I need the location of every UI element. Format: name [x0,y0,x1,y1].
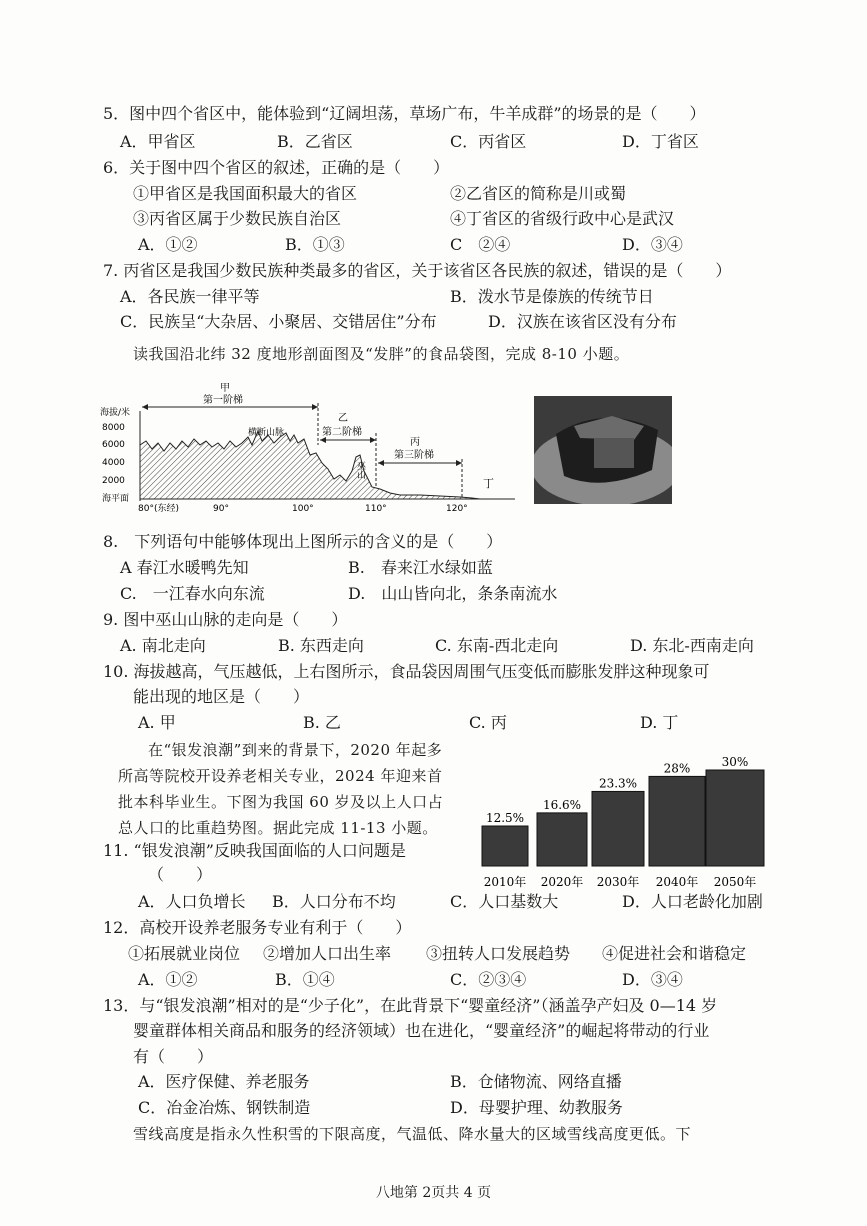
profile-ytick-sea: 海平面 [102,494,130,504]
q11-stem-2: （ ） [148,865,213,884]
q10-option-d[interactable]: D. 丁 [640,713,679,732]
q9-stem: 9. 图中巫山山脉的走向是（ ） [103,610,348,629]
q12-statement-2: ②增加人口出生率 [263,944,392,963]
q11-option-d[interactable]: D．人口老龄化加剧 [622,892,763,911]
q6-statement-1: ①甲省区是我国面积最大的省区 [133,184,358,203]
q6-option-c[interactable]: C ②④ [450,235,511,254]
region-ding: 丁 [483,477,494,490]
q12-statement-4: ④促进社会和谐稳定 [602,944,747,963]
terrain-profile-figure [100,383,525,513]
step-2-label: 第二阶梯 [322,427,362,438]
q9-option-d[interactable]: D. 东北-西南走向 [630,636,754,655]
q9-option-a[interactable]: A. 南北走向 [120,636,206,655]
q11-option-a[interactable]: A．人口负增长 [138,892,246,911]
q7-option-c[interactable]: C．民族呈“大杂居、小聚居、交错居住”分布 [120,312,437,331]
q11-stem: 11. “银发浪潮”反映我国面临的人口问题是 [103,841,406,860]
mountain-hengduan: 横断山脉 [248,428,285,438]
q6-statement-4: ④丁省区的省级行政中心是武汉 [450,209,675,228]
aging-value-label-3: 28% [663,761,691,776]
region-jia: 甲 [220,383,230,394]
q10-option-b[interactable]: B. 乙 [303,713,341,732]
xtick-90: 90° [213,504,229,513]
q10-stem-1: 10. 海拔越高，气压越低，上右图所示，食品袋因周围气压变低而膨胀发胖这种现象可 [103,662,710,681]
q10-option-c[interactable]: C. 丙 [469,713,507,732]
mountain-wushan: 巫山 [355,461,365,479]
aging-value-label-4: 30% [721,755,749,769]
q13-stem-3: 有（ ） [133,1047,214,1066]
aging-category-label-1: 2020年 [540,875,584,889]
q5-option-b[interactable]: B．乙省区 [277,132,353,151]
aging-bar-1 [537,813,587,866]
profile-ytick-2000: 2000 [102,476,125,486]
profile-ytick-4000: 4000 [102,458,125,468]
q6-stem: 6．关于图中四个省区的叙述，正确的是（ ） [103,158,450,177]
page-footer: 八地第 2页共 4 页 [375,1185,492,1201]
q9-option-c[interactable]: C. 东南-西北走向 [435,636,559,655]
q7-option-a[interactable]: A．各民族一律平等 [120,287,260,306]
q12-option-c[interactable]: C．②③④ [450,970,527,989]
intro-11-13-line-3: 批本科毕业生。下图为我国 60 岁及以上人口占 [118,793,444,811]
aging-bar-2 [592,791,644,866]
q8-option-d[interactable]: D. 山山皆向北，条条南流水 [348,584,558,603]
xtick-80: 80°(东经) [138,504,179,513]
aging-category-label-0: 2010年 [483,875,527,889]
q6-statement-2: ②乙省区的简称是川或蜀 [450,184,627,203]
q7-option-d[interactable]: D．汉族在该省区没有分布 [488,312,677,331]
intro-11-13-line-2: 所高等院校开设养老相关专业，2024 年迎来首 [118,767,443,785]
step-3-label: 第三阶梯 [394,450,434,461]
aging-population-chart [478,752,768,892]
intro-11-13-line-4: 总人口的比重趋势图。据此完成 11-13 小题。 [118,819,438,837]
q12-stem: 12．高校开设养老服务专业有利于（ ） [103,918,412,937]
q5-stem: 5．图中四个省区中，能体验到“辽阔坦荡，草场广布，牛羊成群”的场景的是（ ） [103,104,706,123]
xtick-120: 120° [446,504,468,513]
snowline-intro: 雪线高度是指永久性积雪的下限高度，气温低、降水量大的区域雪线高度更低。下 [133,1125,692,1143]
q5-option-c[interactable]: C．丙省区 [450,132,527,151]
aging-bar-4 [706,770,764,866]
q13-option-c[interactable]: C．冶金冶炼、钢铁制造 [138,1098,311,1117]
q6-option-b[interactable]: B．①③ [285,235,345,254]
q12-option-d[interactable]: D．③④ [622,970,683,989]
q13-option-b[interactable]: B．仓储物流、网络直播 [450,1072,622,1091]
aging-category-label-2: 2030年 [596,875,640,889]
q13-stem-1: 13．与“银发浪潮”相对的是“少子化”，在此背景下“婴童经济”（涵盖孕产妇及 0—14 岁 [103,996,718,1015]
aging-bar-3 [649,776,705,866]
aging-bar-0 [482,826,528,866]
terrain-silhouette [140,431,480,499]
q12-option-a[interactable]: A．①② [138,970,198,989]
aging-value-label-2: 23.3% [598,776,638,791]
xtick-110: 110° [365,504,387,513]
q8-option-b[interactable]: B. 春来江水绿如蓝 [348,558,493,577]
inflated-food-bag-photo [534,396,672,504]
q13-option-d[interactable]: D．母婴护理、幼教服务 [450,1098,623,1117]
region-yi: 乙 [338,413,348,424]
q7-stem: 7. 丙省区是我国少数民族种类最多的省区，关于该省区各民族的叙述，错误的是（ ） [103,261,732,280]
q13-option-a[interactable]: A．医疗保健、养老服务 [138,1072,310,1091]
q6-option-a[interactable]: A．①② [138,235,198,254]
profile-ylabel: 海拔/米 [100,408,131,418]
aging-value-label-0: 12.5% [485,811,525,825]
xtick-100: 100° [292,504,314,513]
q6-option-d[interactable]: D．③④ [622,235,683,254]
region-bing: 丙 [410,437,420,448]
q11-option-c[interactable]: C．人口基数大 [450,892,559,911]
q12-statement-1: ①拓展就业岗位 [128,944,241,963]
q8-option-a[interactable]: A 春江水暖鸭先知 [120,558,249,577]
step-1-label: 第一阶梯 [203,395,243,406]
q9-option-b[interactable]: B. 东西走向 [278,636,364,655]
aging-value-label-1: 16.6% [542,797,582,812]
q6-statement-3: ③丙省区属于少数民族自治区 [133,209,342,228]
q8-stem: 8. 下列语句中能够体现出上图所示的含义的是（ ） [103,532,503,551]
q13-stem-2: 婴童群体相关商品和服务的经济领域）也在进化，“婴童经济”的崛起将带动的行业 [133,1021,710,1040]
q12-option-b[interactable]: B．①④ [275,970,335,989]
intro-8-10: 读我国沿北纬 32 度地形剖面图及“发胖”的食品袋图，完成 8-10 小题。 [133,345,630,363]
q8-option-c[interactable]: C. 一江春水向东流 [120,584,265,603]
q10-stem-2: 能出现的地区是（ ） [133,687,310,706]
profile-ytick-6000: 6000 [102,440,125,450]
aging-category-label-4: 2050年 [713,875,757,889]
aging-category-label-3: 2040年 [655,875,699,889]
intro-11-13-line-1: 在“银发浪潮”到来的背景下，2020 年起多 [148,741,443,759]
q10-option-a[interactable]: A. 甲 [138,713,176,732]
q5-option-d[interactable]: D．丁省区 [622,132,699,151]
q5-option-a[interactable]: A．甲省区 [120,132,196,151]
profile-ytick-8000: 8000 [102,423,125,433]
q7-option-b[interactable]: B．泼水节是傣族的传统节日 [450,287,654,306]
q12-statement-3: ③扭转人口发展趋势 [426,944,571,963]
q11-option-b[interactable]: B．人口分布不均 [272,892,396,911]
